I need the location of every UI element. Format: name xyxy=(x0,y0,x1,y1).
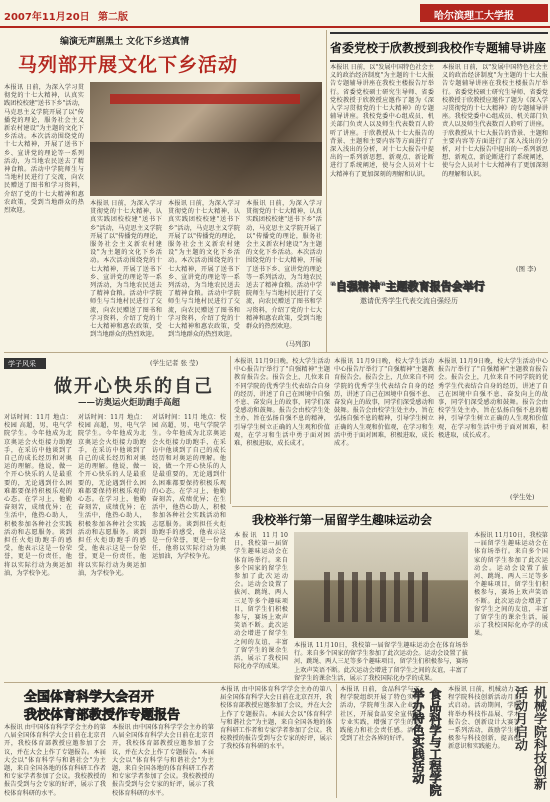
story2-author: (图 李) xyxy=(516,265,537,273)
story1-body-col2: 本报讯 日前，为深入学习贯彻党的十七大精神，认真实践团校校建"送书下乡"活动，马克思主义学院开展了以"传播党的理论，服务社会主义新农村建设"为主题的文化下乡活动。本次活动围绕党的十七大精神，开展了送书下乡、宣讲党的理论等一系列活动，为当地农民送去了精神食粮。活动中学院师生与当地村民进行了交流，向农民赠送了图书和学习资料，介绍了党的十七大精神和惠农政策，受到当地群众的热烈欢迎。 xyxy=(90,200,162,339)
story2-body-col2: 本报讯 日前，以"发展中国特色社会主义的政治经济制度"为主题的十七大报告专题辅导讲座在我校主楼报告厅举行。省委党校硕士研究生导师、省委党校教授于欣教授应邀作了题为《深入学习贯彻党的十七大精神》的专题辅导讲座。我校党委中心组成员、机关部门负责人以及师生代表数百人聆听了讲座。于欣教授从十七大报告的背景、主题和主要内容等方面进行了深入浅出的分析，对十七大报告中提出的一系列新思想、新观点、新论断进行了系统阐述，使与会人员对十七大精神有了更加深刻的理解和认识。 xyxy=(442,64,548,178)
story-lecture xyxy=(330,30,548,274)
story2-headline-box xyxy=(330,32,548,62)
story5-body-col2: 本报讯 11月10日，我校第一届留学生趣味运动会在体育场举行。来自多个国家的留学生参加了此次运动会。运动会设置了拔河、跳绳、两人三足等多个趣味项目，留学生们积极参与，赛场上欢声笑语不断。此次运动会增进了留学生之间的友谊，丰富了留学生的课余生活，展示了我校国际化办学的成果。 xyxy=(294,642,468,682)
story5-body-col1: 本报讯 11月10日，我校第一届留学生趣味运动会在体育场举行。来自多个国家的留学生参加了此次运动会。运动会设置了拔河、跳绳、两人三足等多个趣味项目，留学生们积极参与，赛场上欢声笑语不断。此次运动会增进了留学生之间的友谊，丰富了留学生的课余生活，展示了我校国际化办学的成果。 xyxy=(234,532,288,671)
column-divider xyxy=(336,684,337,798)
story5-photo xyxy=(294,532,468,638)
story2-body-col1: 本报讯 日前，以"发展中国特色社会主义的政治经济制度"为主题的十七大报告专题辅导讲座在我校主楼报告厅举行。省委党校硕士研究生导师、省委党校教授于欣教授应邀作了题为《深入学习贯彻党的十七大精神》的专题辅导讲座。我校党委中心组成员、机关部门负责人以及师生代表数百人聆听了讲座。于欣教授从十七大报告的背景、主题和主要内容等方面进行了深入浅出的分析，对十七大报告中提出的一系列新思想、新观点、新论断进行了系统阐述，使与会人员对十七大精神有了更加深刻的理解和认识。 xyxy=(330,64,434,178)
column-divider xyxy=(326,30,327,352)
edition-label: 第二版 xyxy=(98,12,128,23)
page-header xyxy=(0,0,550,28)
photo-crowd xyxy=(90,142,322,196)
story4-body-col3: 对话时间：11月 地点：校园 高超，男，电气学院学生。今年他成为北京奥运会火炬接力助跑手，在采访中他谈到了自己的成长经历和对奥运的理解。他说，做一个开心快乐的人是最重要的，无论遇到什么困难都要保持积极乐观的心态。在学习上，他勤奋刻苦，成绩优异；在生活中，他热心助人，积极参加各种社会实践活动和志愿服务。谈到担任火炬助跑手的感受，他表示这是一份荣誉，更是一份责任，他将以实际行动为奥运加油，为学校争光。 xyxy=(152,414,226,561)
story3-body-col2: 本报讯 11月9日晚，校大学生活动中心报告厅举行了"自强精神"主题教育报告会。报告会上，几位来自不同学院的优秀学生代表结合自身的经历，讲述了自己在困境中自强不息、奋发向上的故事，同学们深受感动和鼓舞。报告会由校学生处主办，旨在弘扬自强不息的精神，引导学生树立正确的人生观和价值观，在学习和生活中勇于面对困难，积极进取，成长成才。 xyxy=(334,358,434,448)
story4-body-col2: 对话时间：11月 地点：校园 高超，男，电气学院学生。今年他成为北京奥运会火炬接力助跑手，在采访中他谈到了自己的成长经历和对奥运的理解。他说，做一个开心快乐的人是最重要的，无论遇到什么困难都要保持积极乐观的心态。在学习上，他勤奋刻苦，成绩优异；在生活中，他热心助人，积极参加各种社会实践活动和志愿服务。谈到担任火炬助跑手的感受，他表示这是一份荣誉，更是一份责任，他将以实际行动为奥运加油，为学校争光。 xyxy=(78,414,146,577)
section-divider xyxy=(4,352,548,353)
photo-people xyxy=(324,572,434,622)
story3-author: (学生处) xyxy=(510,493,535,501)
story1-body-col4: 本报讯 日前，为深入学习贯彻党的十七大精神，认真实践团校校建"送书下乡"活动，马克思主义学院开展了以"传播党的理论，服务社会主义新农村建设"为主题的文化下乡活动。本次活动围绕党的十七大精神，开展了送书下乡、宣讲党的理论等一系列活动，为当地农民送去了精神食粮。活动中学院师生与当地村民进行了交流，向农民赠送了图书和学习资料，介绍了党的十七大精神和惠农政策，受到当地群众的热烈欢迎。 xyxy=(246,200,322,331)
story6-body-col1: 本报讯 由中国体育科学学会主办的第八届全国体育科学大会日前在北京召开，我校体育部教授应邀参加了会议，并在大会上作了专题报告。本届大会以"体育科学与和谐社会"为主题，来自全国各地的体育科研工作者和专家学者参加了会议。我校教授的报告受到与会专家的好评，展示了我校体育科研的水平。 xyxy=(4,724,106,797)
story8-headline: 机械学院科技创新活动月启动 xyxy=(512,686,546,790)
story1-body-left: 本报讯 日前，为深入学习贯彻党的十七大精神，认真实践团校校建"送书下乡"活动，马克思主义学院开展了以"传播党的理论，服务社会主义新农村建设"为主题的文化下乡活动。本次活动围绕党的十七大精神，开展了送书下乡、宣讲党的理论等一系列活动，为当地农民送去了精神食粮。活动中学院师生与当地村民进行了交流，向农民赠送了图书和学习资料，介绍了党的十七大精神和惠农政策，受到当地群众的热烈欢迎。 xyxy=(4,84,84,215)
section-divider xyxy=(4,682,548,683)
story6-headline1: 全国体育科学大会召开 xyxy=(24,690,155,705)
story3-body-col3: 本报讯 11月9日晚，校大学生活动中心报告厅举行了"自强精神"主题教育报告会。报告会上，几位来自不同学院的优秀学生代表结合自身的经历，讲述了自己在困境中自强不息、奋发向上的故事，同学们深受感动和鼓舞。报告会由校学生处主办，旨在弘扬自强不息的精神，引导学生树立正确的人生观和价值观，在学习和生活中勇于面对困难，积极进取，成长成才。 xyxy=(438,358,548,439)
section-divider xyxy=(232,506,548,507)
paper-name-badge xyxy=(420,4,548,22)
story4-author: (学生记者 张 莹) xyxy=(150,359,199,367)
story1-headline: 马列部开展文化下乡活动 xyxy=(18,54,239,76)
story3-subhead: 邀请优秀学生代表交流自强经历 xyxy=(360,297,458,305)
story-sports-science xyxy=(4,684,334,798)
section-tag-label: 学子风采 xyxy=(8,360,36,368)
story3-body-col1: 本报讯 11月9日晚，校大学生活动中心报告厅举行了"自强精神"主题教育报告会。报告会上，几位来自不同学院的优秀学生代表结合自身的经历，讲述了自己在困境中自强不息、奋发向上的故事，同学们深受感动和鼓舞。报告会由校学生处主办，旨在弘扬自强不息的精神，引导学生树立正确的人生观和价值观，在学习和生活中勇于面对困难，积极进取，成长成才。 xyxy=(234,358,330,448)
story2-headline: 省委党校于欣教授到我校作专题辅导讲座 xyxy=(330,41,547,55)
photo-banner xyxy=(110,94,300,104)
story7-headline: 食品科学与工程学院举办特色实践活动 xyxy=(411,688,442,796)
column-divider xyxy=(230,356,231,504)
story-sports-meet xyxy=(234,508,548,680)
story4-body-col1: 对话时间：11月 地点：校园 高超，男，电气学院学生。今年他成为北京奥运会火炬接力助跑手，在采访中他谈到了自己的成长经历和对奥运的理解。他说，做一个开心快乐的人是最重要的，无论遇到什么困难都要保持积极乐观的心态。在学习上，他勤奋刻苦，成绩优异；在生活中，他热心助人，积极参加各种社会实践活动和志愿服务。谈到担任火炬助跑手的感受，他表示这是一份荣誉，更是一份责任，他将以实际行动为奥运加油，为学校争光。 xyxy=(4,414,72,577)
issue-date: 2007年11月20日 xyxy=(4,12,90,23)
story3-headline: "自强精神"主题教育报告会举行 xyxy=(330,280,485,293)
story1-kicker: 编演无声剧黑土 文化下乡送真情 xyxy=(60,37,190,47)
story6-body-col2: 本报讯 由中国体育科学学会主办的第八届全国体育科学大会日前在北京召开，我校体育部教授应邀参加了会议，并在大会上作了专题报告。本届大会以"体育科学与和谐社会"为主题，来自全国各地的体育科研工作者和专家学者参加了会议。我校教授的报告受到与会专家的好评，展示了我校体育科研的水平。 xyxy=(112,724,214,797)
story6-headline2: 我校体育部教授作专题报告 xyxy=(24,708,181,723)
story8-body: 本报讯 日前，机械动力工程学院科技创新活动月正式启动。活动期间，学院将举办科技作品展、学术报告会、创新设计大赛等一系列活动，鼓励学生积极参与科技创新，提高创新意识和实践能力。 xyxy=(448,686,520,751)
story5-body-col3: 本报讯 11月10日，我校第一届留学生趣味运动会在体育场举行。来自多个国家的留学生参加了此次运动会。运动会设置了拔河、跳绳、两人三足等多个趣味项目，留学生们积极参与，赛场上欢声笑语不断。此次运动会增进了留学生之间的友谊，丰富了留学生的课余生活，展示了我校国际化办学的成果。 xyxy=(474,532,548,638)
story7-body: 本报讯 日前，食品科学与工程学院组织开展了特色实践活动，学院师生深入企业和社区，开展食品安全宣传和专业实践，增强了学生的实践能力和社会责任感。活动受到了社会各界的好评。 xyxy=(340,686,420,743)
story-culture-to-countryside xyxy=(4,32,324,350)
story4-headline: 做开心快乐的自己 xyxy=(54,376,214,397)
story1-photo xyxy=(90,82,322,196)
section-tag xyxy=(4,358,46,369)
story6-body-col3: 本报讯 由中国体育科学学会主办的第八届全国体育科学大会日前在北京召开，我校体育部教授应邀参加了会议，并在大会上作了专题报告。本届大会以"体育科学与和谐社会"为主题，来自全国各地的体育科研工作者和专家学者参加了会议。我校教授的报告受到与会专家的好评，展示了我校体育科研的水平。 xyxy=(220,686,332,751)
story-self-reliance xyxy=(330,278,548,354)
story1-body-col3: 本报讯 日前，为深入学习贯彻党的十七大精神，认真实践团校校建"送书下乡"活动，马克思主义学院开展了以"传播党的理论，服务社会主义新农村建设"为主题的文化下乡活动。本次活动围绕党的十七大精神，开展了送书下乡、宣讲党的理论等一系列活动，为当地农民送去了精神食粮。活动中学院师生与当地村民进行了交流，向农民赠送了图书和学习资料，介绍了党的十七大精神和惠农政策，受到当地群众的热烈欢迎。 xyxy=(168,200,240,339)
story5-headline: 我校举行第一届留学生趣味运动会 xyxy=(252,513,433,527)
paper-name: 哈尔滨理工大学报 xyxy=(434,11,514,22)
story1-author: (马列部) xyxy=(286,340,311,348)
story4-subhead: ——访奥运火炬助跑手高超 xyxy=(78,398,181,408)
